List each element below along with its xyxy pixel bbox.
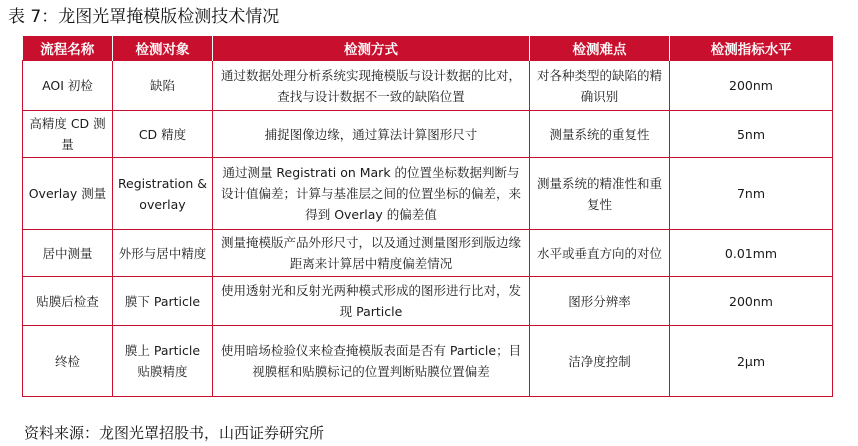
cell-method: 使用透射光和反射光两种模式形成的图形进行比对，发现 Particle xyxy=(213,277,530,326)
cell-object: Registration & overlay xyxy=(113,158,213,230)
cell-method: 使用暗场检验仪来检查掩模版表面是否有 Particle；目视膜框和贴膜标记的位置判断贴膜位置偏差 xyxy=(213,326,530,397)
cell-method: 捕捉图像边缘，通过算法计算图形尺寸 xyxy=(213,111,530,158)
cell-level: 2μm xyxy=(670,326,833,397)
cell-object: 缺陷 xyxy=(113,61,213,111)
cell-level: 0.01mm xyxy=(670,230,833,277)
table-row xyxy=(23,158,833,230)
header-object: 检测对象 xyxy=(113,36,213,61)
cell-process: 居中测量 xyxy=(23,230,113,277)
table-row xyxy=(23,230,833,277)
cell-difficulty: 测量系统的精准性和重复性 xyxy=(530,158,670,230)
cell-object: 膜上 Particle 贴膜精度 xyxy=(113,326,213,397)
cell-process: 高精度 CD 测量 xyxy=(23,111,113,158)
cell-difficulty: 图形分辨率 xyxy=(530,277,670,326)
cell-level: 5nm xyxy=(670,111,833,158)
cell-difficulty: 洁净度控制 xyxy=(530,326,670,397)
cell-level: 7nm xyxy=(670,158,833,230)
cell-process: 终检 xyxy=(23,326,113,397)
cell-level: 200nm xyxy=(670,61,833,111)
cell-level: 200nm xyxy=(670,277,833,326)
cell-process: Overlay 测量 xyxy=(23,158,113,230)
header-process: 流程名称 xyxy=(23,36,113,61)
cell-method: 测量掩模版产品外形尺寸，以及通过测量图形到版边缘距离来计算居中精度偏差情况 xyxy=(213,230,530,277)
table-title: 表 7：龙图光罩掩模版检测技术情况 xyxy=(8,7,280,27)
inspection-table xyxy=(22,36,833,397)
cell-method: 通过测量 Registrati on Mark 的位置坐标数据判断与设计值偏差；计算与基准层之间的位置坐标的偏差，来得到 Overlay 的偏差值 xyxy=(213,158,530,230)
table-row xyxy=(23,61,833,111)
header-level: 检测指标水平 xyxy=(670,36,833,61)
header-difficulty: 检测难点 xyxy=(530,36,670,61)
cell-object: 膜下 Particle xyxy=(113,277,213,326)
table-header-row xyxy=(23,36,833,61)
cell-difficulty: 测量系统的重复性 xyxy=(530,111,670,158)
header-method: 检测方式 xyxy=(213,36,530,61)
cell-object: 外形与居中精度 xyxy=(113,230,213,277)
cell-method: 通过数据处理分析系统实现掩模版与设计数据的比对，查找与设计数据不一致的缺陷位置 xyxy=(213,61,530,111)
table-row xyxy=(23,111,833,158)
table-row xyxy=(23,277,833,326)
cell-process: 贴膜后检查 xyxy=(23,277,113,326)
cell-process: AOI 初检 xyxy=(23,61,113,111)
table-row xyxy=(23,326,833,397)
source-note: 资料来源：龙图光罩招股书，山西证券研究所 xyxy=(24,424,325,442)
cell-difficulty: 水平或垂直方向的对位 xyxy=(530,230,670,277)
cell-difficulty: 对各种类型的缺陷的精确识别 xyxy=(530,61,670,111)
cell-object: CD 精度 xyxy=(113,111,213,158)
